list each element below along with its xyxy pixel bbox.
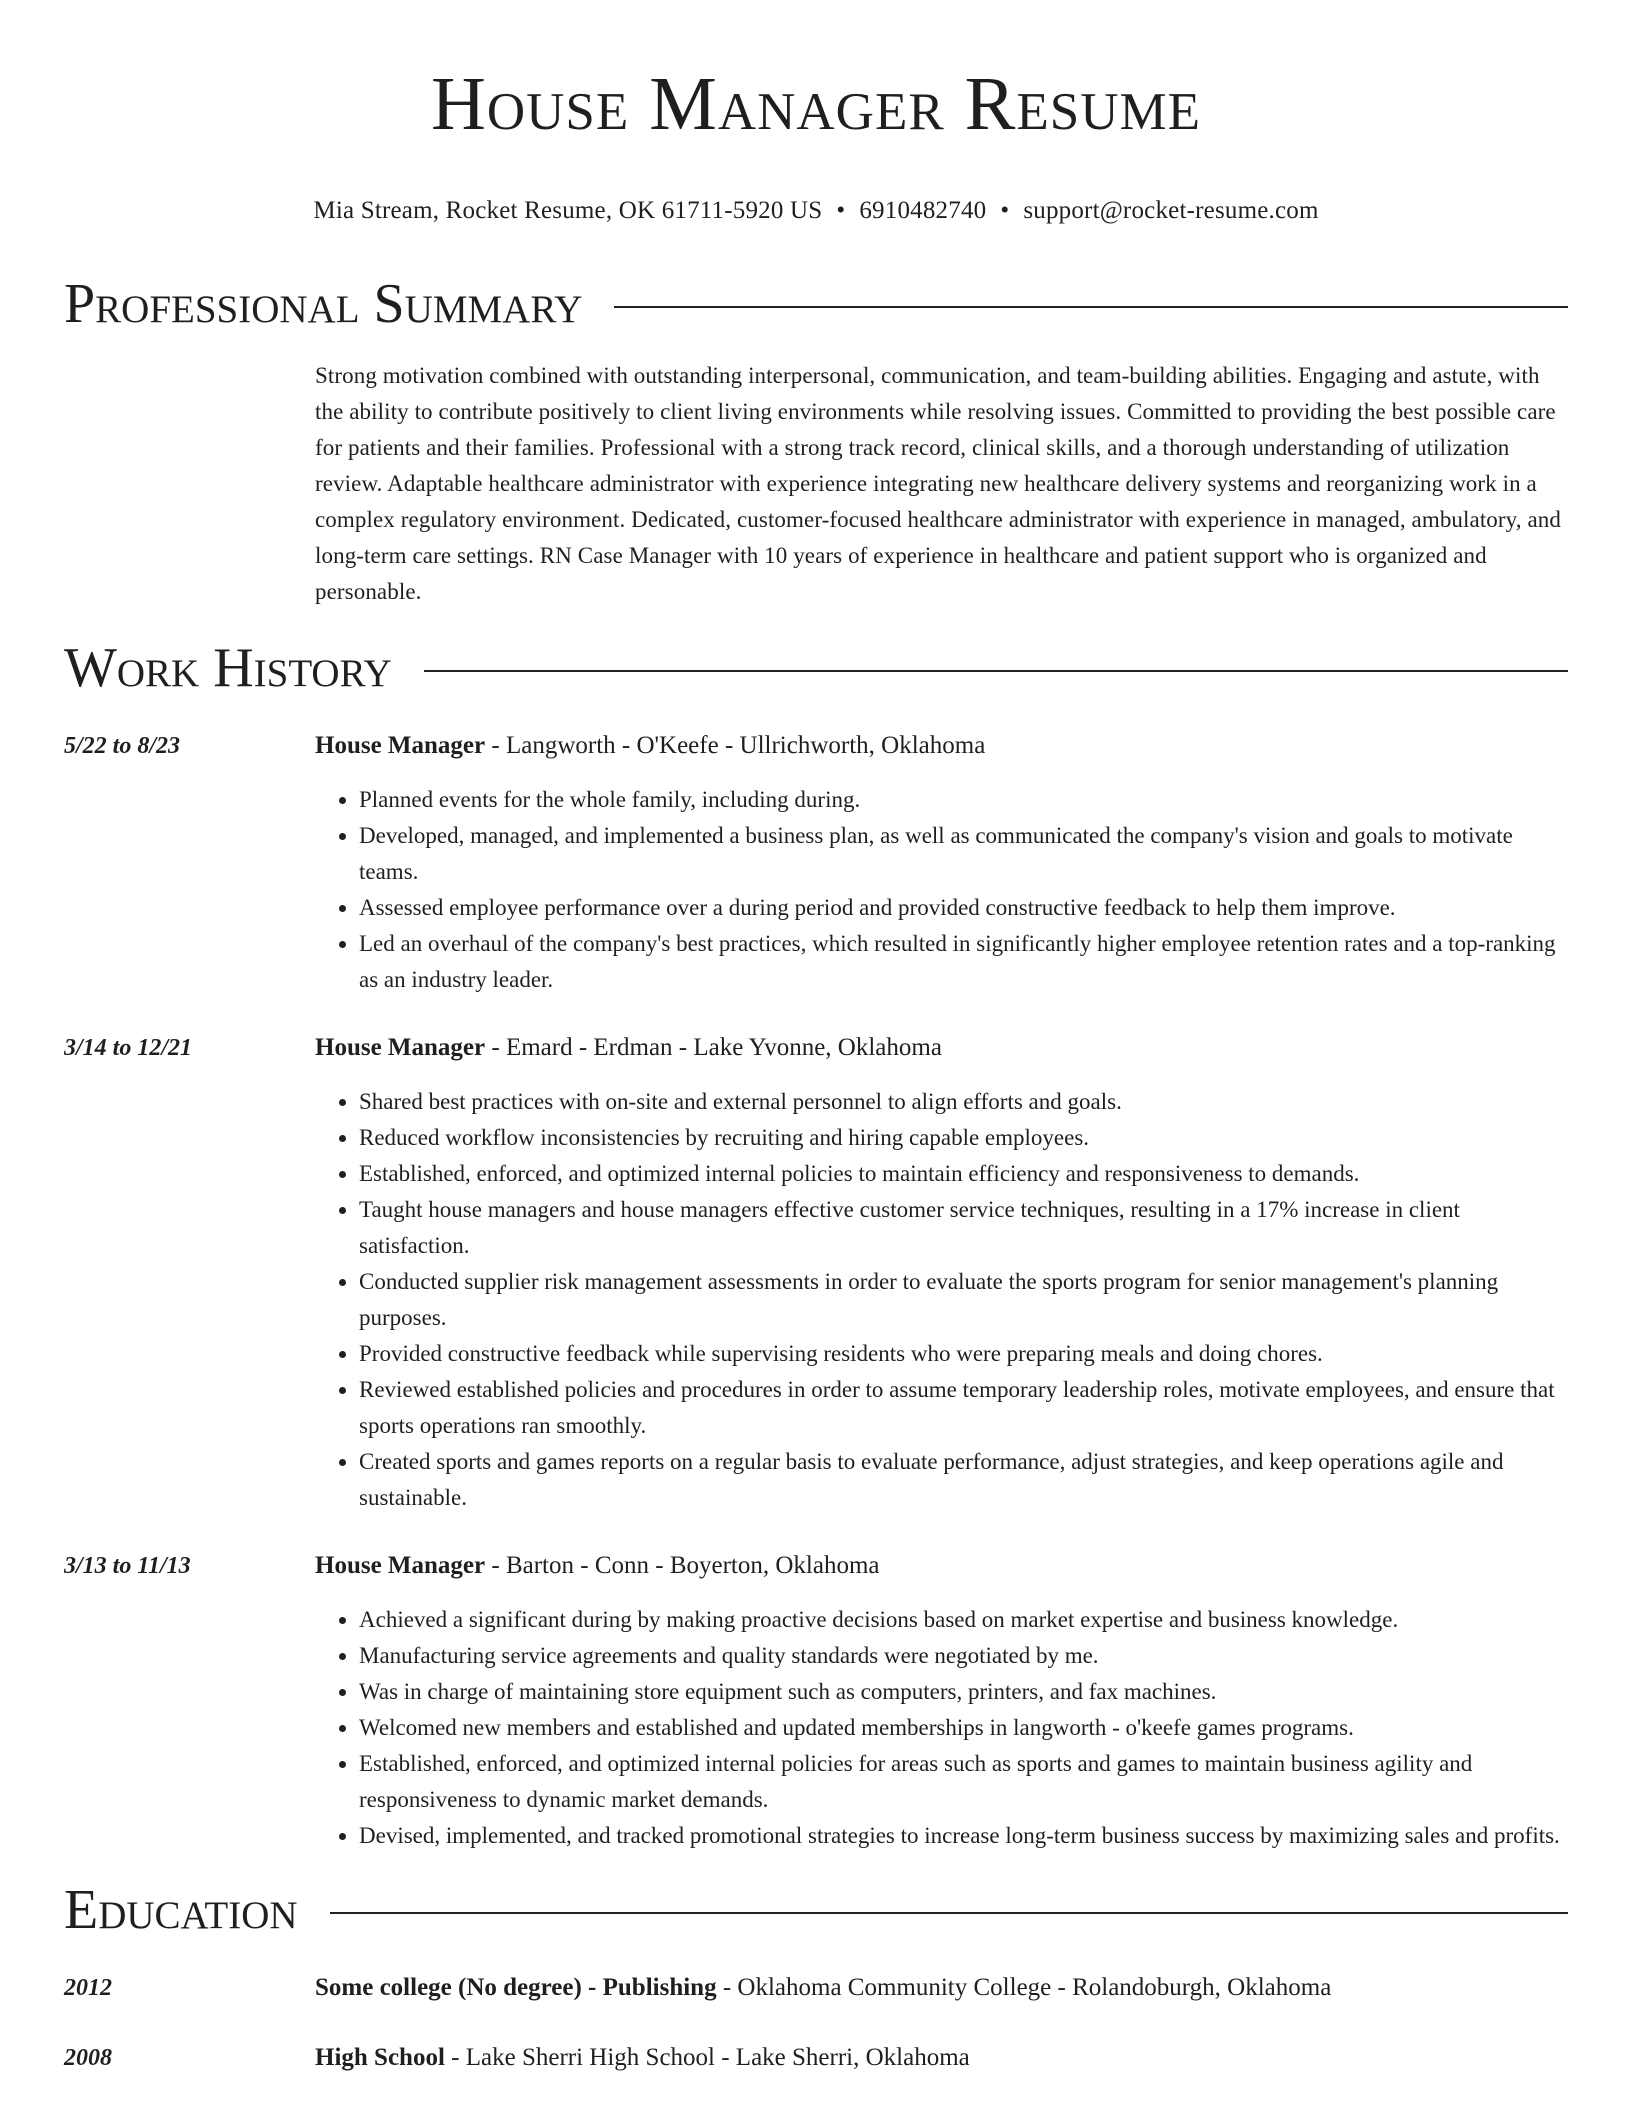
list-item: • Planned events for the whole family, including during.: [359, 782, 1568, 818]
job-bullets: [315, 782, 1568, 998]
list-item: • Established, enforced, and optimized internal policies to maintain efficiency and responsiveness to demands.: [359, 1156, 1568, 1192]
section-heading-text: Work History: [64, 637, 392, 699]
job-employer: - Emard - Erdman - Lake Yvonne, Oklahoma: [485, 1034, 942, 1061]
education-year: 2008: [64, 2045, 112, 2071]
job-dates: 3/13 to 11/13: [64, 1553, 191, 1579]
contact-separator: •: [1000, 197, 1010, 224]
education-details: [315, 2040, 970, 2076]
resume-title: House Manager Resume: [430, 62, 1201, 146]
list-item: • Led an overhaul of the company's best practices, which resulted in significantly higher employee retention rates and a top-ranking as an industry leader.: [359, 926, 1568, 998]
section-heading-text: Education: [64, 1879, 298, 1941]
job-dates: 3/14 to 12/21: [64, 1035, 193, 1061]
contact-address: Mia Stream, Rocket Resume, OK 61711-5920 US: [313, 197, 823, 224]
section-heading-text: Professional Summary: [64, 273, 583, 335]
list-item: • Reduced workflow inconsistencies by recruiting and hiring capable employees.: [359, 1120, 1568, 1156]
list-item: • Reviewed established policies and procedures in order to assume temporary leadership roles, motivate employees, and ensure that sports operations ran smoothly.: [359, 1372, 1568, 1444]
list-item: • Developed, managed, and implemented a business plan, as well as communicated the company's vision and goals to motivate teams.: [359, 818, 1568, 890]
job-bullets: [315, 1602, 1568, 1854]
education-details: [315, 1970, 1331, 2006]
list-item: • Taught house managers and house managers effective customer service techniques, resulting in a 17% increase in client satisfaction.: [359, 1192, 1568, 1264]
list-item: • Conducted supplier risk management assessments in order to evaluate the sports program for senior management's planning purposes.: [359, 1264, 1568, 1336]
job-headline: [315, 728, 1568, 764]
job-title: House Manager: [315, 1552, 486, 1579]
job-bullets: [315, 1084, 1568, 1516]
section-heading-summary: [64, 272, 1568, 336]
job-entry: [64, 1548, 1568, 1854]
list-item: • Assessed employee performance over a during period and provided constructive feedback to help them improve.: [359, 890, 1568, 926]
section-heading-work-history: [64, 636, 1568, 700]
job-title: House Manager: [315, 1034, 486, 1061]
list-item: • Welcomed new members and established and updated memberships in langworth - o'keefe games programs.: [359, 1710, 1568, 1746]
list-item: • Provided constructive feedback while supervising residents who were preparing meals and doing chores.: [359, 1336, 1568, 1372]
section-divider: [330, 1912, 1568, 1914]
education-year: 2012: [64, 1975, 112, 2001]
education-degree: High School: [315, 2044, 445, 2071]
job-entry: [64, 728, 1568, 998]
job-dates: 5/22 to 8/23: [64, 733, 181, 759]
list-item: • Manufacturing service agreements and quality standards were negotiated by me.: [359, 1638, 1568, 1674]
education-entry: [64, 1970, 1568, 2006]
summary-text: Strong motivation combined with outstanding interpersonal, communication, and team-building abilities. Engaging and astute, with the ability to contribute positively to client living environments while resolving issues. Committed to providing the best possible care for patients and their families. Professional with a strong track record, clinical skills, and a thorough understanding of utilization review. Adaptable healthcare administrator with experience integrating new healthcare delivery systems and reorganizing work in a complex regulatory environment. Dedicated, customer-focused healthcare administrator with experience in managed, ambulatory, and long-term care settings. RN Case Manager with 10 years of experience in healthcare and patient support who is organized and personable.: [315, 363, 1561, 604]
job-employer: - Langworth - O'Keefe - Ullrichworth, Oklahoma: [485, 732, 986, 759]
job-headline: [315, 1030, 1568, 1066]
list-item: • Established, enforced, and optimized internal policies for areas such as sports and games to maintain business agility and responsiveness to dynamic market demands.: [359, 1746, 1568, 1818]
list-item: • Shared best practices with on-site and external personnel to align efforts and goals.: [359, 1084, 1568, 1120]
list-item: • Created sports and games reports on a regular basis to evaluate performance, adjust strategies, and keep operations agile and sustainable.: [359, 1444, 1568, 1516]
education-entry: [64, 2040, 1568, 2076]
job-employer: - Barton - Conn - Boyerton, Oklahoma: [485, 1552, 880, 1579]
education-degree: Some college (No degree) - Publishing: [315, 1974, 717, 2001]
resume-page: [64, 0, 1568, 2076]
contact-phone: 6910482740: [859, 197, 987, 224]
contact-line: [64, 194, 1568, 228]
contact-email: support@rocket-resume.com: [1023, 197, 1319, 224]
job-entry: [64, 1030, 1568, 1516]
list-item: • Was in charge of maintaining store equipment such as computers, printers, and fax machines.: [359, 1674, 1568, 1710]
education-school: - Lake Sherri High School - Lake Sherri, Oklahoma: [444, 2044, 970, 2071]
list-item: • Achieved a significant during by making proactive decisions based on market expertise and business knowledge.: [359, 1602, 1568, 1638]
contact-separator: •: [836, 197, 846, 224]
section-divider: [614, 306, 1568, 308]
job-title: House Manager: [315, 732, 486, 759]
job-headline: [315, 1548, 1568, 1584]
section-divider: [424, 670, 1568, 672]
section-heading-education: [64, 1878, 1568, 1942]
education-school: - Oklahoma Community College - Rolandoburgh, Oklahoma: [716, 1974, 1332, 2001]
list-item: • Devised, implemented, and tracked promotional strategies to increase long-term business success by maximizing sales and profits.: [359, 1818, 1568, 1854]
